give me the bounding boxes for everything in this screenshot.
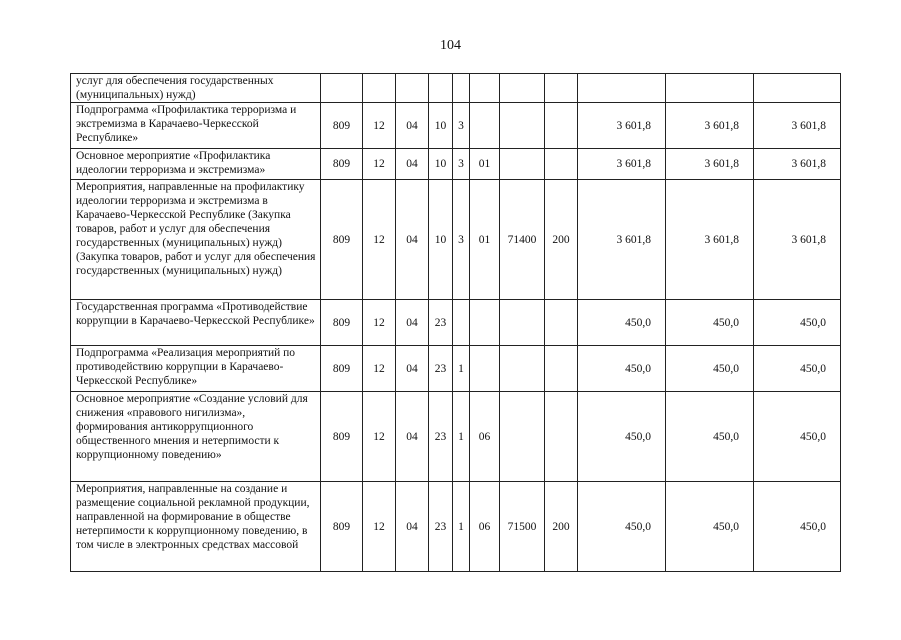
section-code: 12: [363, 346, 396, 392]
section-code: 12: [363, 103, 396, 149]
program-code: [429, 74, 453, 103]
table-row: [71, 346, 841, 392]
sum-year-3: 450,0: [754, 482, 841, 572]
direction-code: [500, 300, 545, 346]
subprogram-code: 3: [453, 103, 470, 149]
subprogram-code: 3: [453, 180, 470, 300]
table-row: [71, 103, 841, 149]
expense-type-code: [545, 300, 578, 346]
sum-year-1: 450,0: [578, 346, 666, 392]
event-code: 01: [470, 149, 500, 180]
sum-year-2: 450,0: [666, 392, 754, 482]
expense-type-code: [545, 392, 578, 482]
program-code: 23: [429, 300, 453, 346]
event-code: [470, 300, 500, 346]
event-code: [470, 346, 500, 392]
expense-type-code: [545, 149, 578, 180]
event-code: 06: [470, 392, 500, 482]
program-code: 10: [429, 180, 453, 300]
direction-code: 71400: [500, 180, 545, 300]
admin-code: 809: [321, 180, 363, 300]
page-number: 104: [440, 38, 461, 53]
section-code: 12: [363, 149, 396, 180]
program-code: 10: [429, 103, 453, 149]
direction-code: [500, 346, 545, 392]
row-name: Подпрограмма «Профилактика терроризма и экстремизма в Карачаево-Черкесской Республике»: [71, 103, 321, 149]
expense-type-code: [545, 346, 578, 392]
event-code: 01: [470, 180, 500, 300]
admin-code: 809: [321, 482, 363, 572]
subprogram-code: 1: [453, 482, 470, 572]
subprogram-code: 3: [453, 149, 470, 180]
subsection-code: 04: [396, 149, 429, 180]
table-row: [71, 300, 841, 346]
row-name: Основное мероприятие «Создание условий для снижения «правового нигилизма», формирования антикоррупционного общественного мнения и нетерпимости к коррупционному поведению»: [71, 392, 321, 482]
expense-type-code: [545, 103, 578, 149]
subprogram-code: 1: [453, 346, 470, 392]
row-name: Подпрограмма «Реализация мероприятий по противодействию коррупции в Карачаево-Черкесской Республике»: [71, 346, 321, 392]
event-code: [470, 103, 500, 149]
expense-type-code: 200: [545, 482, 578, 572]
subprogram-code: [453, 300, 470, 346]
admin-code: 809: [321, 149, 363, 180]
sum-year-3: 3 601,8: [754, 103, 841, 149]
subprogram-code: [453, 74, 470, 103]
program-code: 10: [429, 149, 453, 180]
subsection-code: 04: [396, 180, 429, 300]
direction-code: [500, 103, 545, 149]
sum-year-2: [666, 74, 754, 103]
section-code: 12: [363, 300, 396, 346]
subprogram-code: 1: [453, 392, 470, 482]
expense-type-code: 200: [545, 180, 578, 300]
sum-year-3: 450,0: [754, 346, 841, 392]
sum-year-3: 3 601,8: [754, 180, 841, 300]
table-row: [71, 482, 841, 572]
direction-code: 71500: [500, 482, 545, 572]
subsection-code: 04: [396, 482, 429, 572]
sum-year-1: 3 601,8: [578, 103, 666, 149]
admin-code: 809: [321, 346, 363, 392]
sum-year-2: 3 601,8: [666, 149, 754, 180]
direction-code: [500, 149, 545, 180]
section-code: 12: [363, 482, 396, 572]
admin-code: [321, 74, 363, 103]
sum-year-3: [754, 74, 841, 103]
row-name: Государственная программа «Противодействие коррупции в Карачаево-Черкесской Республике»: [71, 300, 321, 346]
expense-type-code: [545, 74, 578, 103]
admin-code: 809: [321, 103, 363, 149]
event-code: [470, 74, 500, 103]
sum-year-1: 450,0: [578, 392, 666, 482]
subsection-code: 04: [396, 346, 429, 392]
sum-year-2: 450,0: [666, 300, 754, 346]
row-name: Мероприятия, направленные на профилактику идеологии терроризма и экстремизма в Карачаево-Черкесской Республике (Закупка товаров, работ и услуг для обеспечения государственных (муниципальных) нужд) (Закупка товаров, работ и услуг для обеспечения государственных (муниципальных) нужд): [71, 180, 321, 300]
sum-year-2: 450,0: [666, 482, 754, 572]
direction-code: [500, 392, 545, 482]
sum-year-3: 3 601,8: [754, 149, 841, 180]
table-row: [71, 392, 841, 482]
table-row: [71, 74, 841, 103]
sum-year-2: 3 601,8: [666, 103, 754, 149]
row-name: Основное мероприятие «Профилактика идеологии терроризма и экстремизма»: [71, 149, 321, 180]
program-code: 23: [429, 346, 453, 392]
budget-table: [70, 73, 841, 572]
row-name: услуг для обеспечения государственных (муниципальных) нужд): [71, 74, 321, 103]
table-row: [71, 180, 841, 300]
admin-code: 809: [321, 300, 363, 346]
section-code: 12: [363, 392, 396, 482]
direction-code: [500, 74, 545, 103]
program-code: 23: [429, 392, 453, 482]
admin-code: 809: [321, 392, 363, 482]
sum-year-2: 450,0: [666, 346, 754, 392]
program-code: 23: [429, 482, 453, 572]
sum-year-1: 450,0: [578, 300, 666, 346]
sum-year-3: 450,0: [754, 300, 841, 346]
row-name: Мероприятия, направленные на создание и размещение социальной рекламной продукции, направленной на формирование в обществе нетерпимости к коррупционному поведению, в том числе в электронных средствах массовой: [71, 482, 321, 572]
table-row: [71, 149, 841, 180]
sum-year-1: 450,0: [578, 482, 666, 572]
subsection-code: [396, 74, 429, 103]
event-code: 06: [470, 482, 500, 572]
subsection-code: 04: [396, 300, 429, 346]
sum-year-1: 3 601,8: [578, 180, 666, 300]
sum-year-3: 450,0: [754, 392, 841, 482]
subsection-code: 04: [396, 392, 429, 482]
section-code: 12: [363, 180, 396, 300]
section-code: [363, 74, 396, 103]
sum-year-2: 3 601,8: [666, 180, 754, 300]
subsection-code: 04: [396, 103, 429, 149]
sum-year-1: [578, 74, 666, 103]
sum-year-1: 3 601,8: [578, 149, 666, 180]
